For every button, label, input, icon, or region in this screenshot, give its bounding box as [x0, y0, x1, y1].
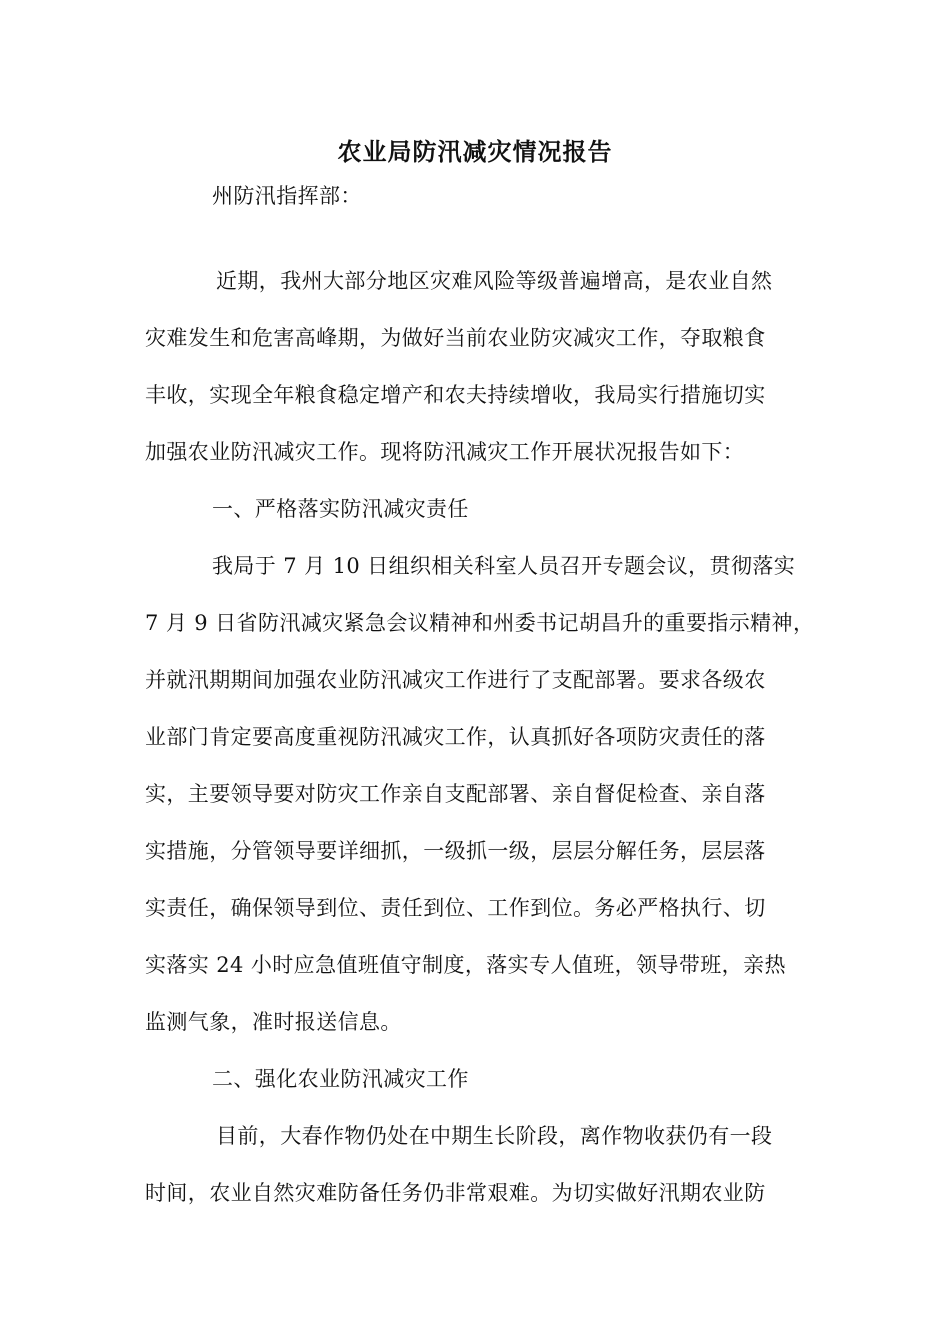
paragraph-line: 7 月 9 日省防汛减灾紧急会议精神和州委书记胡昌升的重要指示精神，: [145, 611, 815, 635]
paragraph-line: 时间，农业自然灾难防备任务仍非常艰难。为切实做好汛期农业防: [145, 1181, 766, 1205]
paragraph-line: 实措施，分管领导要详细抓，一级抓一级，层层分解任务，层层落: [145, 839, 766, 863]
page-title: 农业局防汛减灾情况报告: [337, 137, 613, 166]
paragraph-line: 业部门肯定要高度重视防汛减灾工作，认真抓好各项防灾责任的落: [145, 725, 766, 749]
paragraph-line: 监测气象，准时报送信息。: [145, 1010, 402, 1034]
section-heading: 一、严格落实防汛减灾责任: [212, 497, 469, 521]
paragraph-line: 近期，我州大部分地区灾难风险等级普遍增高，是农业自然: [216, 269, 773, 293]
salutation: 州防汛指挥部：: [212, 184, 362, 208]
section-heading: 二、强化农业防汛减灾工作: [212, 1067, 469, 1091]
paragraph-line: 目前，大春作物仍处在中期生长阶段，离作物收获仍有一段: [216, 1124, 773, 1148]
paragraph-line: 并就汛期期间加强农业防汛减灾工作进行了支配部署。要求各级农: [145, 668, 766, 692]
paragraph-line: 我局于 7 月 10 日组织相关科室人员召开专题会议，贯彻落实: [212, 554, 796, 578]
paragraph-line: 丰收，实现全年粮食稳定增产和农夫持续增收，我局实行措施切实: [145, 383, 766, 407]
paragraph-line: 灾难发生和危害高峰期，为做好当前农业防灾减灾工作，夺取粮食: [145, 326, 766, 350]
paragraph-line: 实落实 24 小时应急值班值守制度，落实专人值班，领导带班，亲热: [145, 953, 786, 977]
paragraph-line: 实责任，确保领导到位、责任到位、工作到位。务必严格执行、切: [145, 896, 766, 920]
paragraph-line: 实，主要领导要对防灾工作亲自支配部署、亲自督促检查、亲自落: [145, 782, 766, 806]
paragraph-line: 加强农业防汛减灾工作。现将防汛减灾工作开展状况报告如下：: [145, 440, 745, 464]
